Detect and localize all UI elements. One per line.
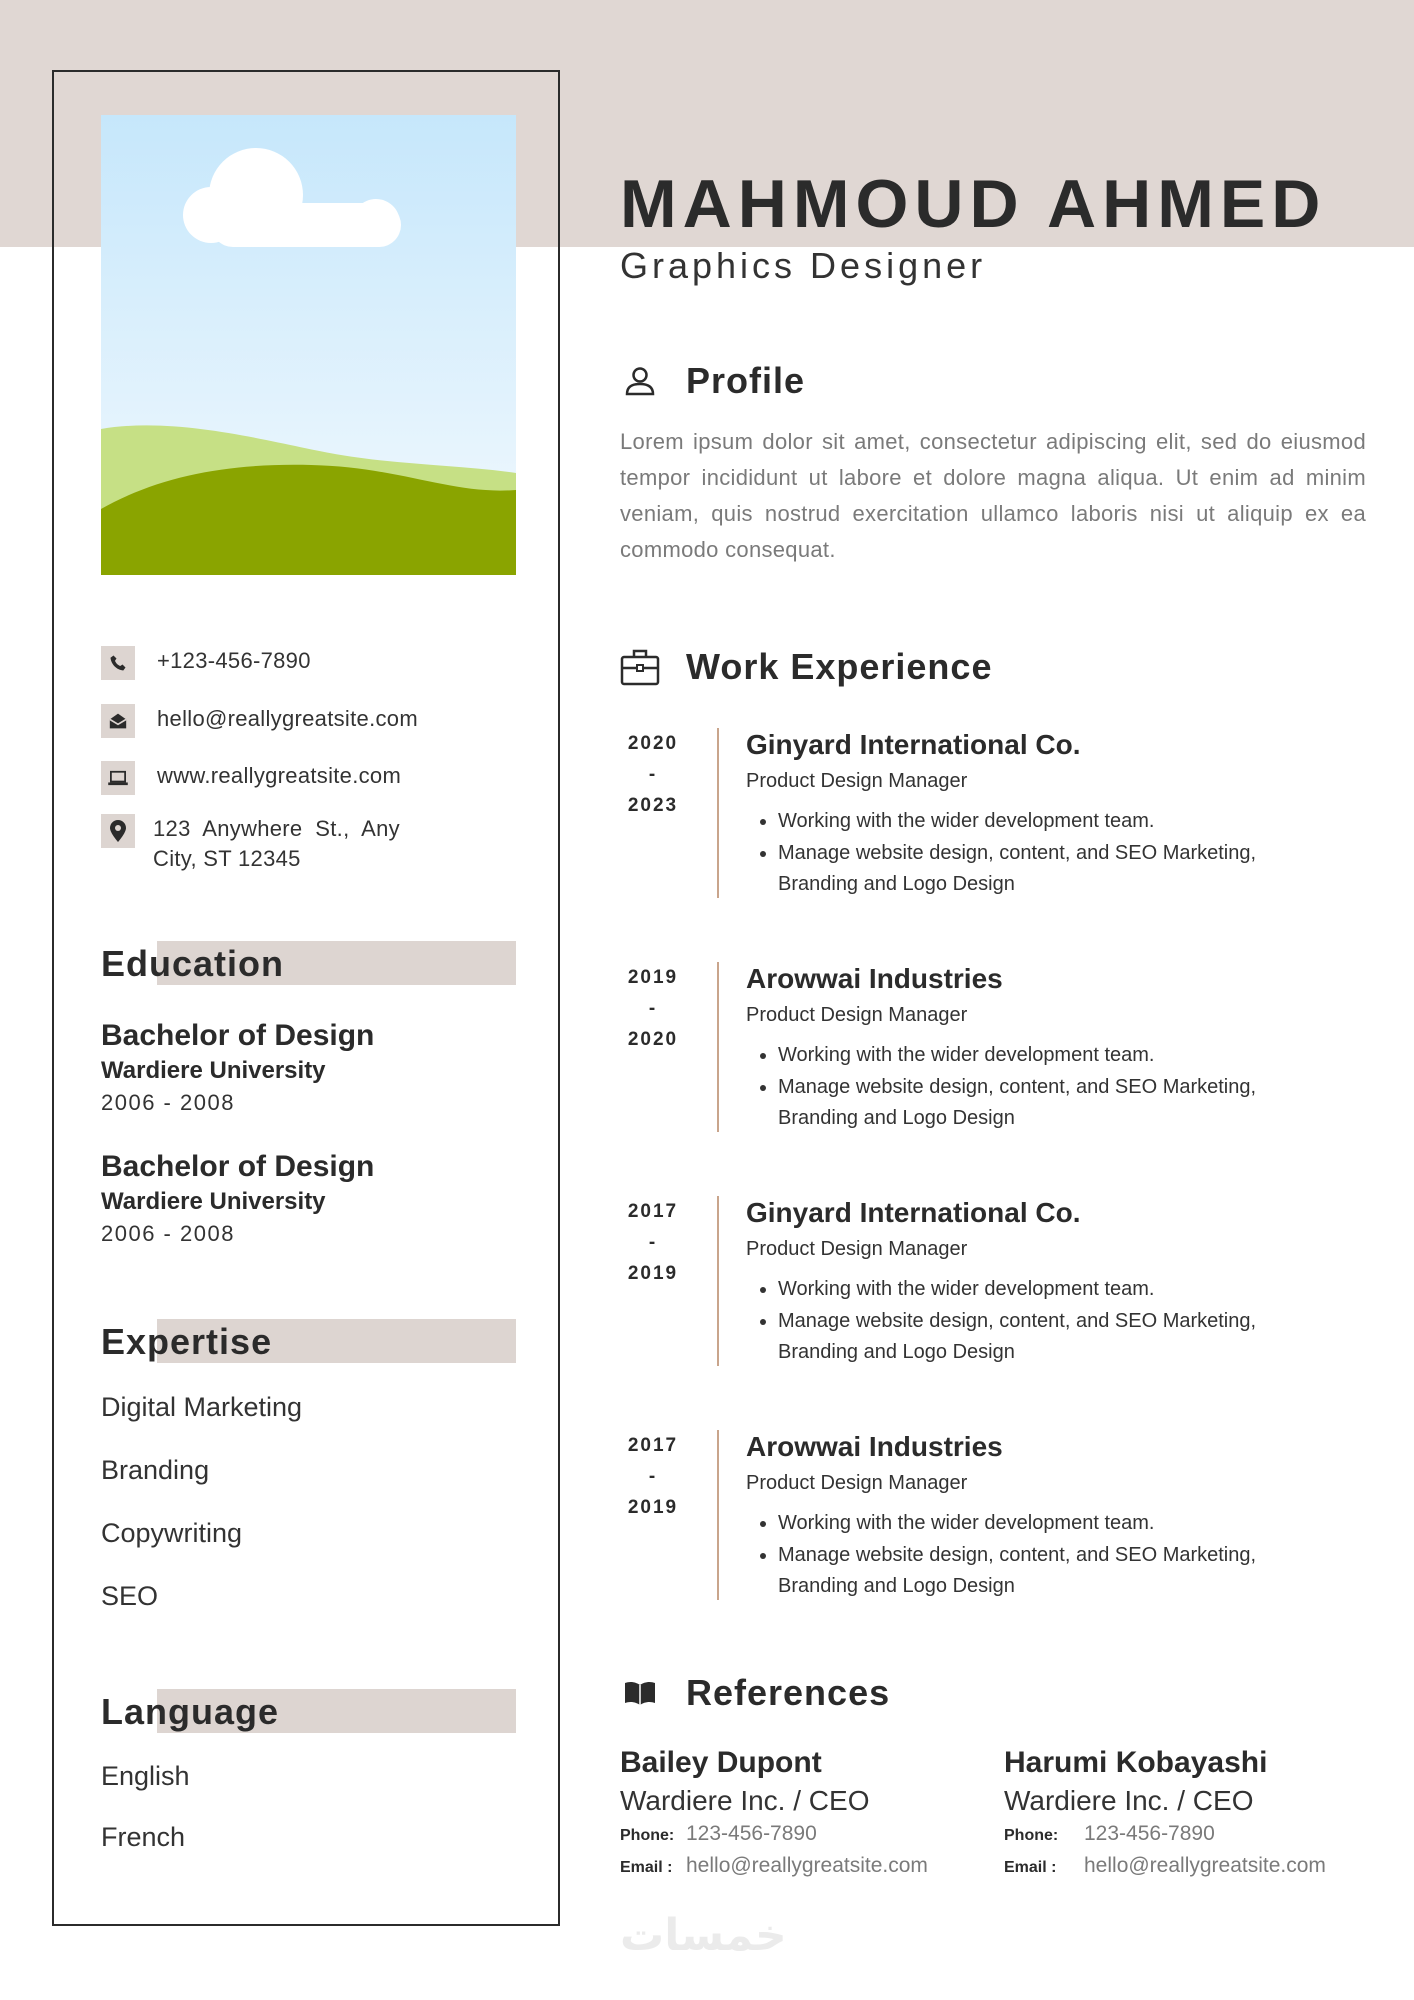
job-bullets [746, 1508, 1338, 1603]
phone-value: 123-456-7890 [686, 1822, 817, 1845]
job-company: Arowwai Industries [746, 1431, 1003, 1462]
job-bullets [746, 1274, 1338, 1369]
person-name: MAHMOUD AHMED [620, 166, 1327, 242]
user-icon [620, 361, 660, 401]
timeline-line [717, 1196, 719, 1366]
expertise-item: Branding [101, 1455, 210, 1485]
email-label: Email : [1004, 1859, 1057, 1876]
job-end: 2023 [627, 795, 679, 816]
phone-icon [101, 646, 135, 680]
job-bullet: • Working with the wider development team. [778, 1274, 1338, 1305]
contact-address [101, 814, 400, 874]
timeline-line [717, 728, 719, 898]
university: Wardiere University [101, 1188, 326, 1215]
book-icon [620, 1673, 660, 1713]
timeline-line [717, 962, 719, 1132]
job-bullet: • Manage website design, content, and SEO Marketing, Branding and Logo Design [778, 1306, 1338, 1368]
job-end: 2019 [627, 1497, 679, 1518]
reference-phone [620, 1819, 928, 1851]
location-pin-icon [101, 814, 135, 848]
language-heading [101, 1689, 516, 1735]
language-item: French [101, 1822, 186, 1852]
briefcase-icon [620, 647, 660, 687]
address-line-2: City, ST 12345 [153, 846, 301, 871]
education-title: Education [101, 943, 285, 984]
expertise-item: SEO [101, 1581, 159, 1611]
profile-text: Lorem ipsum dolor sit amet, consectetur adipiscing elit, sed do eiusmod tempor incididunt ut labore et dolore magna aliqua. Ut enim ad minim veniam, quis nostrud exercitation ullamco laboris nisi ut aliquip ex ea commodo consequat. [620, 429, 1366, 562]
job-bullet: • Manage website design, content, and SEO Marketing, Branding and Logo Design [778, 1540, 1338, 1602]
work-title: Work Experience [686, 646, 993, 687]
job-title: Product Design Manager [746, 1472, 968, 1494]
job-bullets [746, 806, 1338, 901]
contact-website [101, 761, 401, 795]
job-years [620, 962, 686, 1055]
references-title: References [686, 1672, 891, 1713]
degree: Bachelor of Design [101, 1019, 375, 1052]
job-company: Ginyard International Co. [746, 1197, 1081, 1228]
job-start: 2017 [627, 1435, 679, 1456]
contact-email [101, 704, 418, 738]
job-title: Product Design Manager [746, 1004, 968, 1026]
job-start: 2019 [627, 967, 679, 988]
job-company: Arowwai Industries [746, 963, 1003, 994]
job-bullet: • Manage website design, content, and SEO Marketing, Branding and Logo Design [778, 838, 1338, 900]
address-text [153, 814, 400, 874]
education-years: 2006 - 2008 [101, 1221, 235, 1246]
job-sep: - [648, 1466, 658, 1487]
job-end: 2020 [627, 1029, 679, 1050]
phone-text: +123-456-7890 [157, 648, 311, 673]
job-years [620, 1430, 686, 1523]
profile-title: Profile [686, 360, 806, 401]
job-entry [620, 728, 1380, 918]
watermark: خمسات [620, 1911, 787, 1960]
reference-name: Bailey Dupont [620, 1746, 822, 1779]
laptop-icon [101, 761, 135, 795]
email-value: hello@reallygreatsite.com [1084, 1854, 1326, 1877]
job-sep: - [648, 764, 658, 785]
phone-value: 123-456-7890 [1084, 1822, 1215, 1845]
expertise-item: Digital Marketing [101, 1392, 303, 1422]
reference-org: Wardiere Inc. / CEO [1004, 1785, 1254, 1816]
university: Wardiere University [101, 1057, 326, 1084]
reference-card [620, 1745, 928, 1883]
email-value: hello@reallygreatsite.com [686, 1854, 928, 1877]
language-item: English [101, 1761, 190, 1791]
job-start: 2020 [627, 733, 679, 754]
job-entry [620, 1196, 1380, 1386]
reference-phone [1004, 1819, 1326, 1851]
timeline-line [717, 1430, 719, 1600]
email-label: Email : [620, 1859, 673, 1876]
education-item [101, 1018, 374, 1118]
job-start: 2017 [627, 1201, 679, 1222]
education-item [101, 1149, 374, 1249]
language-title: Language [101, 1691, 280, 1732]
education-heading [101, 941, 516, 987]
expertise-item: Copywriting [101, 1518, 243, 1548]
phone-label: Phone: [620, 1827, 675, 1844]
reference-org: Wardiere Inc. / CEO [620, 1785, 870, 1816]
address-line-1: 123 Anywhere St., Any [153, 816, 400, 841]
degree: Bachelor of Design [101, 1150, 375, 1183]
person-role: Graphics Designer [620, 245, 987, 286]
job-bullets [746, 1040, 1338, 1135]
expertise-title: Expertise [101, 1321, 273, 1362]
expertise-heading [101, 1319, 516, 1365]
profile-heading [620, 360, 805, 402]
job-sep: - [648, 1232, 658, 1253]
job-company: Ginyard International Co. [746, 729, 1081, 760]
references-heading [620, 1672, 890, 1714]
reference-name: Harumi Kobayashi [1004, 1746, 1268, 1779]
reference-email [620, 1851, 928, 1883]
phone-label: Phone: [1004, 1827, 1059, 1844]
job-sep: - [648, 998, 658, 1019]
contact-phone [101, 646, 311, 680]
email-text: hello@reallygreatsite.com [157, 706, 418, 731]
job-entry [620, 1430, 1380, 1620]
education-years: 2006 - 2008 [101, 1090, 235, 1115]
reference-email [1004, 1851, 1326, 1883]
job-bullet: • Working with the wider development team. [778, 1508, 1338, 1539]
envelope-icon [101, 704, 135, 738]
job-title: Product Design Manager [746, 770, 968, 792]
job-bullet: • Manage website design, content, and SEO Marketing, Branding and Logo Design [778, 1072, 1338, 1134]
website-text: www.reallygreatsite.com [157, 763, 402, 788]
work-heading [620, 646, 992, 688]
job-title: Product Design Manager [746, 1238, 968, 1260]
job-bullet: • Working with the wider development team. [778, 806, 1338, 837]
profile-photo [101, 115, 516, 575]
job-end: 2019 [627, 1263, 679, 1284]
job-years [620, 728, 686, 821]
job-years [620, 1196, 686, 1289]
reference-card [1004, 1745, 1326, 1883]
job-entry [620, 962, 1380, 1152]
job-bullet: • Working with the wider development team. [778, 1040, 1338, 1071]
